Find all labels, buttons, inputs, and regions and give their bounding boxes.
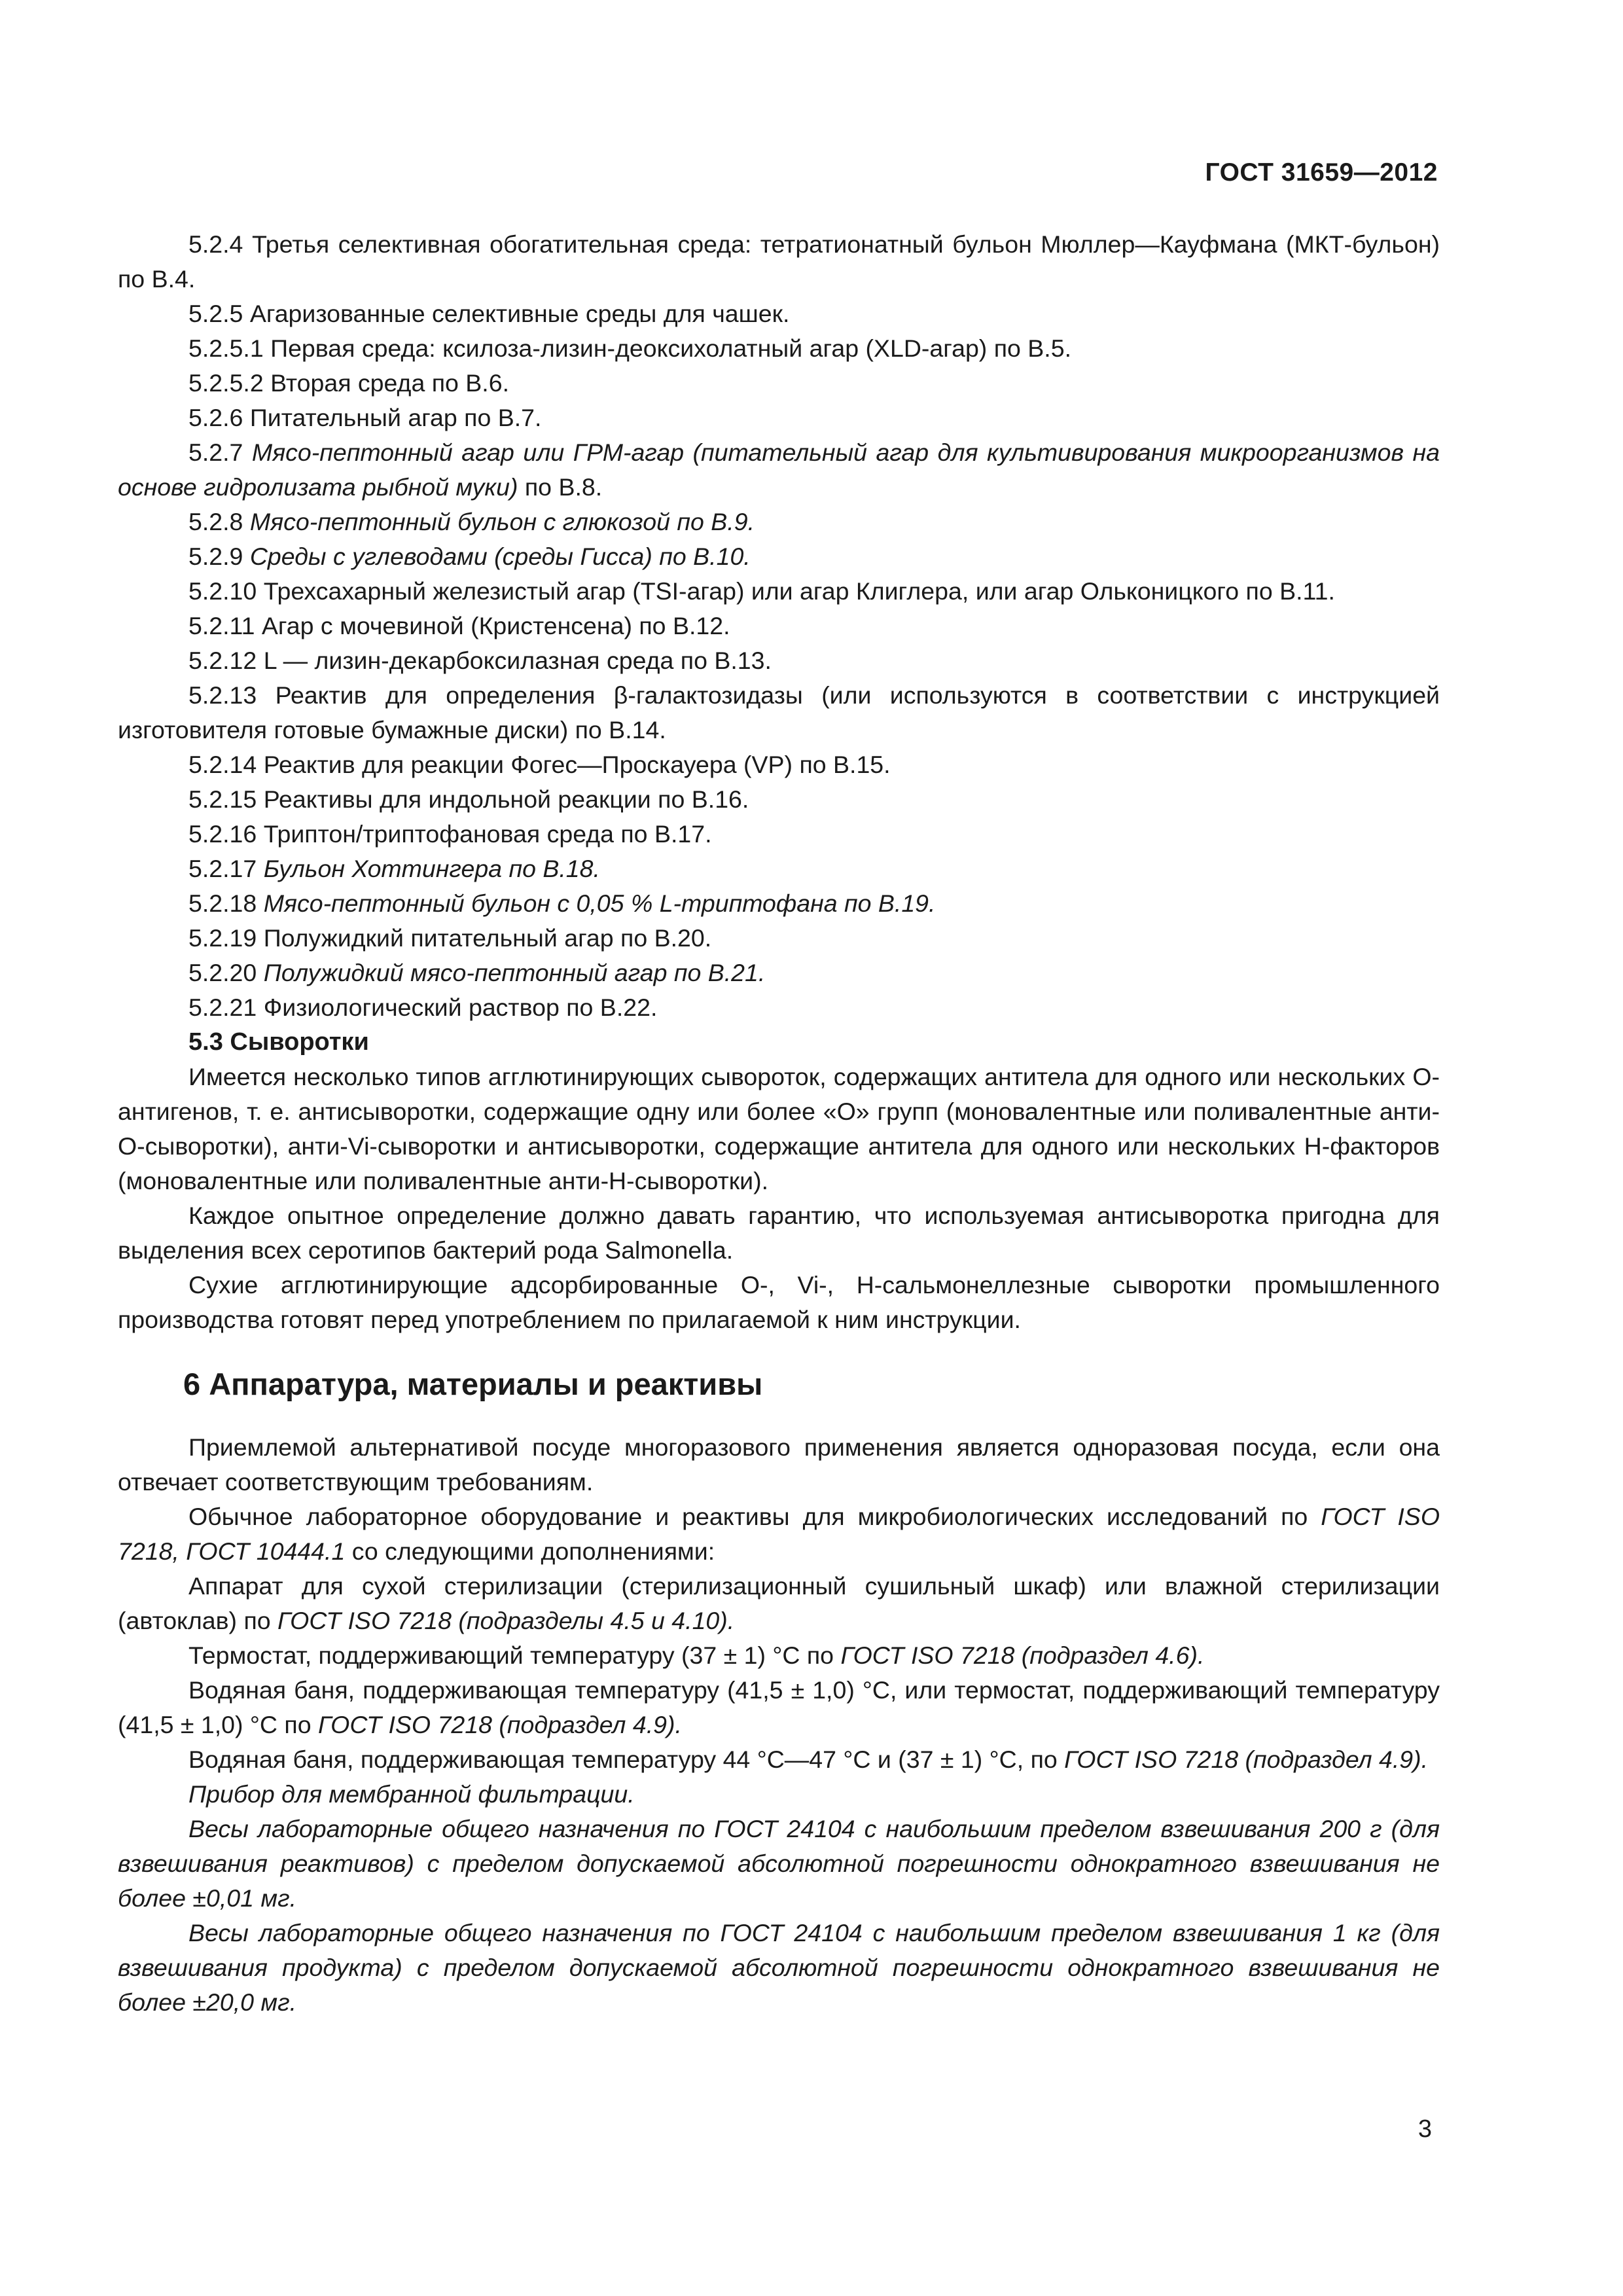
text-run: Термостат, поддерживающий температуру (37 ± 1) °С по: [188, 1641, 841, 1669]
item-number: 5.2.5.1: [188, 334, 264, 362]
list-item: [118, 539, 1440, 574]
item-text: Вторая среда по В.6.: [270, 369, 510, 397]
list-item: [118, 227, 1440, 296]
paragraph: Сухие агглютинирующие адсорбированные О-, Vi-, Н-сальмонеллезные сыворотки промышленного производства готовят перед употреблением по прилагаемой к ним инструкции.: [118, 1271, 1440, 1333]
item-number: 5.2.20: [188, 959, 257, 986]
item-text: Трехсахарный железистый агар (TSI-агар) или агар Клиглера, или агар Ольконицкого по В.11.: [263, 577, 1335, 605]
item-number: 5.2.5: [188, 300, 243, 327]
paragraph: Каждое опытное определение должно давать гарантию, что используемая антисыворотка пригодна для выделения всех серотипов бактерий рода Salmonella.: [118, 1202, 1440, 1264]
paragraph: [118, 1638, 1440, 1673]
item-text: Третья селективная обогатительная среда: тетратионатный бульон Мюллер—Кауфмана (МКТ-бульон) по В.4.: [118, 230, 1440, 293]
list-item: [118, 574, 1440, 609]
standard-reference: ГОСТ ISO 7218 (подразделы 4.5 и 4.10).: [277, 1607, 735, 1634]
page-number: 3: [1418, 2115, 1432, 2143]
list-item: [118, 643, 1440, 678]
item-number: 5.2.18: [188, 889, 257, 917]
list-item: [118, 296, 1440, 331]
item-number: 5.2.12: [188, 647, 257, 674]
item-number: 5.2.10: [188, 577, 257, 605]
item-number: 5.2.4: [188, 230, 243, 258]
item-number: 5.2.7: [188, 439, 243, 466]
text-run: Аппарат для сухой стерилизации (стерилизационный сушильный шкаф) или влажной стерилизации (автоклав) по: [118, 1572, 1440, 1634]
item-number: 5.2.8: [188, 508, 243, 535]
item-number: 5.2.16: [188, 820, 257, 848]
list-item: [118, 956, 1440, 990]
item-text: Полужидкий питательный агар по В.20.: [263, 924, 712, 952]
item-number: 5.2.5.2: [188, 369, 264, 397]
item-text-italic: Полужидкий мясо-пептонный агар по В.21.: [263, 959, 766, 986]
paragraph: Имеется несколько типов агглютинирующих сывороток, содержащих антитела для одного или нескольких О-антигенов, т. е. антисыворотки, содержащие одну или более «О» групп (моновалентные или поливалентные анти-О-сыворотки), анти-Vi-сыворотки и антисыворотки, содержащие антитела для одного или нескольких Н-факторов (моновалентные или поливалентные анти-Н-сыворотки).: [118, 1063, 1440, 1194]
item-text: Первая среда: ксилоза-лизин-деоксихолатный агар (XLD-агар) по В.5.: [270, 334, 1072, 362]
item-text-italic: Мясо-пептонный агар или ГРМ-агар (питательный агар для культивирования микроорганизмов на основе гидролизата рыбной муки): [118, 439, 1440, 501]
item-number: 5.2.14: [188, 751, 257, 778]
paragraph: [118, 1569, 1440, 1638]
list-item: [118, 609, 1440, 643]
paragraph: [118, 1499, 1440, 1569]
list-item: [118, 852, 1440, 886]
list-item: [118, 505, 1440, 539]
document-id-header: ГОСТ 31659—2012: [1205, 158, 1438, 187]
item-number: 5.2.11: [188, 612, 255, 639]
media-items-list: [118, 227, 1440, 1025]
page-content: [118, 227, 1440, 2020]
item-text-italic: Бульон Хоттингера по В.18.: [263, 855, 600, 882]
item-number: 5.2.13: [188, 681, 257, 709]
item-text-italic: Мясо-пептонный бульон с 0,05 % L-триптофана по В.19.: [263, 889, 936, 917]
list-item: [118, 366, 1440, 401]
list-item: [118, 747, 1440, 782]
list-item: [118, 817, 1440, 852]
item-text-italic: Мясо-пептонный бульон с глюкозой по В.9.: [249, 508, 755, 535]
text-run: Обычное лабораторное оборудование и реактивы для микробиологических исследований по: [188, 1503, 1321, 1530]
paragraph: Весы лабораторные общего назначения по ГОСТ 24104 с наибольшим пределом взвешивания 200 г (для взвешивания реактивов) с пределом допускаемой абсолютной погрешности однократного взвешивания не более ±0,01 мг.: [118, 1815, 1440, 1912]
item-text-italic: Среды с углеводами (среды Гисса) по В.10.: [249, 543, 751, 570]
paragraph: Прибор для мембранной фильтрации.: [188, 1780, 635, 1808]
list-item: [118, 990, 1440, 1025]
item-number: 5.2.15: [188, 785, 257, 813]
item-text: Агар с мочевиной (Кристенсена) по В.12.: [261, 612, 730, 639]
item-text: Триптон/триптофановая среда по В.17.: [263, 820, 712, 848]
item-text: Физиологический раствор по В.22.: [263, 994, 658, 1021]
item-text: Реактивы для индольной реакции по В.16.: [263, 785, 749, 813]
standard-reference: ГОСТ ISO 7218 (подраздел 4.6).: [840, 1641, 1205, 1669]
standard-reference: ГОСТ ISO 7218 (подраздел 4.9).: [318, 1711, 682, 1738]
text-run: Водяная баня, поддерживающая температуру 44 °С—47 °С и (37 ± 1) °С, по: [188, 1746, 1065, 1773]
paragraph: [118, 1742, 1440, 1777]
item-text: Питательный агар по В.7.: [249, 404, 542, 431]
section-heading: 6 Аппаратура, материалы и реактивы: [183, 1367, 763, 1401]
item-number: 5.2.9: [188, 543, 243, 570]
item-text: L — лизин-декарбоксилазная среда по В.13.: [263, 647, 772, 674]
subsection-heading-sera: 5.3 Сыворотки: [188, 1028, 369, 1056]
item-number: 5.2.19: [188, 924, 257, 952]
list-item: [118, 921, 1440, 956]
paragraph: Приемлемой альтернативой посуде многоразового применения является одноразовая посуда, если она отвечает соответствующим требованиям.: [118, 1433, 1440, 1496]
item-text: Реактив для реакции Фогес—Проскауера (VP) по В.15.: [263, 751, 891, 778]
item-number: 5.2.6: [188, 404, 243, 431]
item-text: Агаризованные селективные среды для чашек.: [249, 300, 790, 327]
text-run: со следующими дополнениями:: [345, 1537, 715, 1565]
list-item: [118, 401, 1440, 435]
standard-reference: ГОСТ ISO 7218 (подраздел 4.9).: [1064, 1746, 1429, 1773]
list-item: [118, 678, 1440, 747]
paragraph: Весы лабораторные общего назначения по ГОСТ 24104 с наибольшим пределом взвешивания 1 кг (для взвешивания продукта) с пределом допускаемой абсолютной погрешности однократного взвешивания не более ±20,0 мг.: [118, 1919, 1440, 2016]
list-item: [118, 782, 1440, 817]
list-item: [118, 435, 1440, 505]
item-text: по В.8.: [518, 473, 603, 501]
item-text: Реактив для определения β-галактозидазы (или используются в соответствии с инструкцией изготовителя готовые бумажные диски) по В.14.: [118, 681, 1440, 744]
list-item: [118, 886, 1440, 921]
item-number: 5.2.17: [188, 855, 257, 882]
text-run: Водяная баня, поддерживающая температуру (41,5 ± 1,0) °С, или термостат, поддерживающий температуру (41,5 ± 1,0) °С по: [118, 1676, 1440, 1738]
paragraph: [118, 1673, 1440, 1742]
standard-reference: ГОСТ ISO 7218, ГОСТ 10444.1: [118, 1503, 1440, 1565]
list-item: [118, 331, 1440, 366]
item-number: 5.2.21: [188, 994, 257, 1021]
